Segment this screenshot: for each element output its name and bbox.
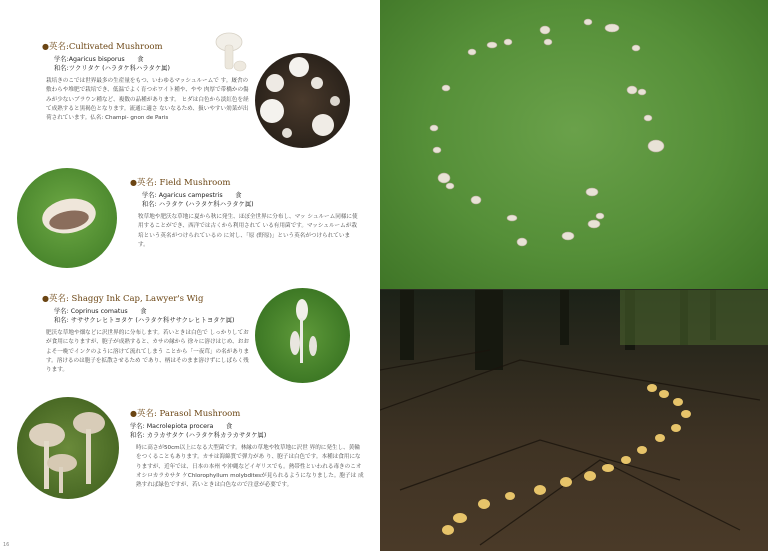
description: 牧草地や肥沃な草地に夏から秋に発生、ほぼ全世界に分布し、マッ シュルーム同様に使用することができ、西洋では古くから利用されて いる有用菌です。マッシュルームが栽培という英名がつけられているの に対し、「原 (野原)」という英名がつけられています。: [138, 214, 358, 248]
entry-field-mushroom: [130, 176, 360, 250]
field-mushroom-photo: [17, 168, 117, 268]
entry-shaggy-ink-cap: [42, 292, 252, 375]
cultivated-mushroom-photo: [255, 53, 350, 148]
scientific-name: 学名: Agaricus campestris 食: [142, 192, 242, 199]
left-page: [0, 0, 380, 551]
scientific-name: 学名: Macrolepiota procera 食: [130, 423, 233, 430]
english-name: ●英名: Shaggy Ink Cap, Lawyer's Wig: [42, 294, 204, 304]
white-mushroom-illustration: [212, 30, 252, 80]
japanese-name: 和名: サササクレヒトヨタケ (ハラタケ科ササクレヒトヨタケ属): [54, 317, 235, 324]
english-name: ●英名: Parasol Mushroom: [130, 409, 241, 419]
entry-parasol-mushroom: [130, 407, 364, 490]
parasol-mushroom-photo: [17, 397, 119, 499]
right-page: [380, 0, 768, 551]
description: 栽培きのこでは世界最多の生産量をもつ、いわゆるマッシュルームで す。厩舎の敷わらや堆肥で栽培でき、低温でよく育つホワイト種や、やや 肉厚で带橋かの傷みが少ないブラウン種など、複数の品種があります。 ヒダは白色から淡紅色を経て成熟すると黒褐色となります。流通に適さ ないなるため、扱いやすい効菜が出荷されています。仏名: Champi- gnon de Paris: [46, 78, 249, 122]
description: 時に高さが50cm以上になる大型菌です。林縁の草地や牧草地に沢世 界的に発生し、黄輪をつくることもあります。カサは海綿質で弾力があ り、胞子は白色です。本種は食用になりますが、近年では、日本の本州 や沖縄などイギリスでも。熱帯性といわれる毒きのこオオシロカラカサタ ケChlorophyllum molybditesが見られるようになりました。胞子は 成熟すれば緑色ですが、若いときは白色なので注意が必要です。: [136, 445, 364, 489]
scientific-name: 学名: Coprinus comatus 食: [54, 308, 147, 315]
japanese-name: 和名: カラカサタケ (ハラタケ科カラカサタケ属): [130, 432, 267, 439]
fairy-ring-lawn-photo: [380, 0, 768, 289]
english-name: ●英名:Cultivated Mushroom: [42, 42, 163, 52]
fairy-ring-forest-photo: [380, 290, 768, 551]
shaggy-ink-cap-photo: [255, 288, 350, 383]
description: 肥沃な草地や畑などに沢世界的に分布します。若いときは白色で しっかりしておが食用になりますが、胞子が成熟すると、カサの縁から 徐々に溶けはじめ、おおよそ一晩でインクのように溶けて流れてしまう ことから「一夜茸」の名があります。溶けるのは胞子を拡散させるため であり、柄はそのまま溶けずにしばらく残ります。: [46, 330, 250, 374]
japanese-name: 和名: ハラタケ (ハラタケ科ハラタケ属): [142, 201, 254, 208]
japanese-name: 和名:ツクリタケ (ハラタケ科ハラタケ属): [54, 65, 170, 72]
english-name: ●英名: Field Mushroom: [130, 178, 231, 188]
page-number: 16: [3, 542, 10, 548]
scientific-name: 学名:Agaricus bisporus 食: [54, 56, 144, 63]
